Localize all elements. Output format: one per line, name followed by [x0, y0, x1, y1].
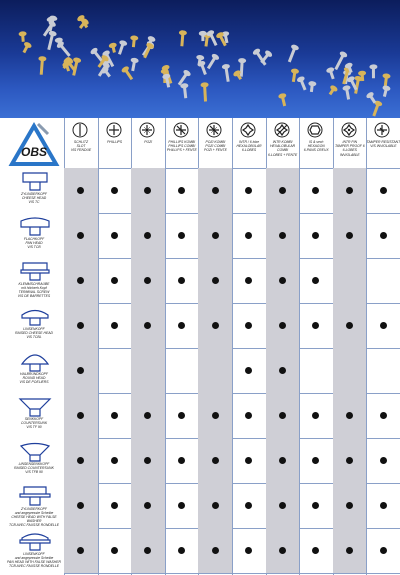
chart-cell — [131, 168, 165, 213]
chart-cell — [299, 483, 333, 528]
availability-dot — [312, 232, 319, 239]
chart-cell — [333, 303, 367, 348]
row-header — [4, 528, 64, 573]
availability-dot — [245, 547, 252, 554]
availability-dot — [279, 457, 286, 464]
chart-cell — [232, 348, 266, 393]
availability-dot — [144, 412, 151, 419]
availability-dot — [77, 547, 84, 554]
availability-dot — [279, 367, 286, 374]
screw-icon — [205, 53, 220, 71]
availability-dot — [346, 232, 353, 239]
row-header — [4, 438, 64, 483]
screw-icon — [178, 30, 187, 47]
availability-dot — [77, 187, 84, 194]
availability-dot — [144, 457, 151, 464]
row-header — [4, 483, 64, 528]
availability-dot — [312, 187, 319, 194]
chart-cell — [98, 213, 132, 258]
availability-dot — [111, 502, 118, 509]
availability-dot — [346, 457, 353, 464]
hexalobular-combi-icon — [274, 122, 290, 138]
hexalobular-icon — [240, 122, 256, 138]
chart-cell — [64, 438, 98, 483]
chart-cell — [64, 303, 98, 348]
availability-dot — [77, 412, 84, 419]
tamper-proof-icon — [341, 122, 357, 138]
availability-dot — [144, 547, 151, 554]
raised-cheese-head-icon — [18, 305, 52, 327]
column-header-tamper-resistant — [367, 120, 399, 168]
availability-dot — [312, 547, 319, 554]
pozi-combi-icon — [206, 122, 222, 138]
availability-dot — [312, 457, 319, 464]
row-label: LINSENKOPF und angepresste Scheibe PAN HEAD WITH FALSE WASHER TCB AVEC FAUSSE RONDELLE — [7, 552, 61, 569]
row-header — [4, 213, 64, 258]
cheese-head-washer-icon — [18, 485, 52, 507]
chart-cell — [165, 393, 199, 438]
row-label: FLACHKOPF PAN HEAD VIS TCB — [23, 237, 45, 250]
availability-dot — [212, 322, 219, 329]
availability-dot — [212, 232, 219, 239]
availability-dot — [111, 547, 118, 554]
chart-cell — [299, 438, 333, 483]
column-label: INTR / 6 lobe HEXALOBULAR 6-LOBES — [236, 140, 262, 153]
column-label: POZI — [144, 140, 153, 144]
availability-dot — [111, 322, 118, 329]
availability-dot — [111, 277, 118, 284]
availability-dot — [245, 367, 252, 374]
chart-cell — [165, 483, 199, 528]
screw-icon — [200, 82, 209, 102]
column-label: INTR PIN TAMPER PROOF 6 6-LOBES INVIOLABLE — [334, 140, 365, 157]
screw-icon — [296, 75, 309, 91]
screw-icon — [116, 39, 128, 55]
chart-cell — [232, 393, 266, 438]
chart-cell — [131, 348, 165, 393]
availability-dot — [77, 322, 84, 329]
availability-dot — [178, 457, 185, 464]
slot-icon — [72, 122, 88, 138]
chart-cell — [64, 393, 98, 438]
availability-dot — [380, 547, 387, 554]
chart-cell — [64, 258, 98, 303]
row-header — [4, 393, 64, 438]
chart-cell — [131, 213, 165, 258]
availability-dot — [144, 322, 151, 329]
screw-drive-chart — [0, 118, 400, 575]
availability-dot — [279, 277, 286, 284]
availability-dot — [346, 187, 353, 194]
chart-cell — [333, 393, 367, 438]
chart-cell — [165, 168, 199, 213]
availability-dot — [178, 232, 185, 239]
column-header-hexalobular — [233, 120, 265, 168]
product-photo-banner — [0, 0, 400, 118]
chart-cell — [266, 483, 300, 528]
chart-cell — [131, 483, 165, 528]
column-header-tamper-proof — [334, 120, 366, 168]
screw-icon — [180, 83, 190, 99]
chart-cell — [366, 213, 400, 258]
availability-dot — [312, 412, 319, 419]
chart-cell — [299, 168, 333, 213]
screw-icon — [327, 84, 339, 96]
chart-cell — [266, 438, 300, 483]
screw-icon — [342, 85, 352, 100]
chart-cell — [98, 393, 132, 438]
chart-cell — [299, 393, 333, 438]
row-header — [4, 303, 64, 348]
availability-dot — [245, 457, 252, 464]
availability-dot — [178, 277, 185, 284]
chart-cell — [232, 213, 266, 258]
chart-cell — [131, 393, 165, 438]
pan-head-washer-icon — [18, 530, 52, 552]
column-header-phillips — [99, 120, 131, 168]
availability-dot — [178, 547, 185, 554]
availability-dot — [380, 412, 387, 419]
row-label: KLEMMSCHRAUBE mit höckerh.Kopf TERMINAL SCREW VIS DE BARRETTES — [17, 282, 51, 299]
row-label: LINSENKOPF RAISED CHEESE HEAD VIS TCBL — [15, 327, 53, 340]
chart-cell — [198, 213, 232, 258]
column-header-hexalobular-combi — [267, 120, 299, 168]
availability-dot — [77, 457, 84, 464]
chart-cell — [366, 348, 400, 393]
chart-cell — [131, 303, 165, 348]
screw-icon — [278, 93, 289, 107]
availability-dot — [178, 412, 185, 419]
chart-cell — [366, 168, 400, 213]
chart-cell — [333, 258, 367, 303]
chart-cell — [266, 213, 300, 258]
availability-dot — [212, 502, 219, 509]
screw-icon — [222, 64, 233, 83]
chart-cell — [232, 438, 266, 483]
chart-cell — [299, 528, 333, 573]
chart-cell — [299, 303, 333, 348]
row-label: LINSENSENKKOPF RAISED COUNTERSUNK VIS TFB 90 — [14, 462, 54, 475]
screw-icon — [286, 44, 300, 64]
chart-cell — [98, 438, 132, 483]
chart-cell — [299, 213, 333, 258]
chart-cell — [333, 438, 367, 483]
availability-dot — [77, 502, 84, 509]
chart-cell — [98, 483, 132, 528]
row-label: HALBRUNDKOPF ROUND HEAD VIS DE POELIERS — [19, 372, 49, 385]
availability-dot — [312, 502, 319, 509]
chart-cell — [165, 258, 199, 303]
availability-dot — [312, 277, 319, 284]
screw-icon — [307, 81, 316, 93]
chart-cell — [131, 258, 165, 303]
availability-dot — [144, 187, 151, 194]
availability-dot — [212, 457, 219, 464]
row-header — [4, 168, 64, 213]
availability-dot — [144, 232, 151, 239]
availability-dot — [245, 412, 252, 419]
availability-dot — [144, 502, 151, 509]
availability-dot — [77, 277, 84, 284]
chart-cell — [198, 168, 232, 213]
chart-cell — [366, 258, 400, 303]
availability-dot — [178, 322, 185, 329]
availability-dot — [312, 322, 319, 329]
grid-hline — [64, 573, 400, 574]
availability-dot — [279, 187, 286, 194]
chart-cell — [165, 303, 199, 348]
cheese-head-icon — [18, 170, 52, 192]
availability-dot — [279, 547, 286, 554]
chart-cell — [232, 303, 266, 348]
chart-cell — [266, 348, 300, 393]
phillips-icon — [106, 122, 122, 138]
chart-cell — [165, 348, 199, 393]
chart-cell — [198, 393, 232, 438]
availability-dot — [380, 187, 387, 194]
chart-cell — [333, 213, 367, 258]
availability-dot — [380, 457, 387, 464]
availability-dot — [245, 502, 252, 509]
chart-cell — [98, 258, 132, 303]
availability-dot — [245, 277, 252, 284]
screw-icon — [129, 35, 138, 47]
row-label: ZYLINDERKOPF und angepresste Scheibe CHEESE HEAD WITH FALSE WASHER TCB AVEC FAUSSE RONDELLE — [8, 507, 60, 528]
chart-cell — [198, 258, 232, 303]
chart-cell — [165, 438, 199, 483]
chart-cell — [98, 303, 132, 348]
availability-dot — [245, 322, 252, 329]
availability-dot — [77, 367, 84, 374]
chart-cell — [366, 393, 400, 438]
availability-dot — [212, 187, 219, 194]
chart-cell — [165, 528, 199, 573]
screw-icon — [369, 64, 377, 78]
chart-cell — [232, 258, 266, 303]
availability-dot — [346, 322, 353, 329]
hexagon-icon — [307, 122, 323, 138]
screw-icon — [20, 41, 32, 54]
column-header-pozi — [132, 120, 164, 168]
chart-cell — [366, 438, 400, 483]
countersunk-icon — [18, 395, 52, 417]
column-header-pozi-combi — [199, 120, 231, 168]
availability-dot — [279, 502, 286, 509]
chart-cell — [333, 483, 367, 528]
row-header — [4, 348, 64, 393]
row-header — [4, 258, 64, 303]
chart-cell — [366, 303, 400, 348]
availability-dot — [178, 187, 185, 194]
chart-cell — [232, 168, 266, 213]
chart-cell — [266, 258, 300, 303]
tamper-resistant-icon — [374, 122, 390, 138]
pan-head-icon — [18, 215, 52, 237]
availability-dot — [77, 232, 84, 239]
column-label: SCHLITZ SLOT VIS FENDUE — [70, 140, 92, 153]
screw-icon — [380, 85, 390, 98]
availability-dot — [245, 187, 252, 194]
chart-cell — [64, 348, 98, 393]
availability-dot — [245, 232, 252, 239]
row-label: ZYLINDERKOPF CHEESE HEAD VIS TC — [21, 192, 47, 205]
column-label: PHILLIPS — [107, 140, 123, 144]
chart-cell — [198, 483, 232, 528]
availability-dot — [111, 232, 118, 239]
availability-dot — [212, 277, 219, 284]
chart-cell — [131, 438, 165, 483]
chart-cell — [98, 348, 132, 393]
chart-cell — [64, 483, 98, 528]
chart-cell — [198, 303, 232, 348]
availability-dot — [346, 547, 353, 554]
chart-cell — [266, 393, 300, 438]
availability-dot — [111, 187, 118, 194]
chart-cell — [333, 348, 367, 393]
column-label: IS & sech HEXAGON 6-PANS CREUX — [303, 140, 329, 153]
screw-icon — [37, 56, 46, 75]
screw-icon — [129, 57, 139, 71]
chart-cell — [198, 528, 232, 573]
chart-cell — [165, 213, 199, 258]
chart-cell — [266, 303, 300, 348]
screw-icon — [370, 100, 383, 118]
chart-cell — [198, 348, 232, 393]
brand-text: OBS — [20, 145, 48, 159]
chart-cell — [98, 168, 132, 213]
column-label: TAMPER RESISTANT VIS INVIOLABLE — [366, 140, 400, 149]
availability-dot — [346, 412, 353, 419]
chart-cell — [266, 168, 300, 213]
phillips-combi-icon — [173, 122, 189, 138]
availability-dot — [178, 502, 185, 509]
chart-cell — [198, 438, 232, 483]
row-label: SENKKOPF COUNTERSUNK VIS TF 90 — [20, 417, 48, 430]
column-header-phillips-combi — [166, 120, 198, 168]
availability-dot — [212, 547, 219, 554]
chart-cell — [299, 258, 333, 303]
column-label: POZI KOMBI POZI COMBI POZI + FENTE — [203, 140, 227, 153]
availability-dot — [144, 277, 151, 284]
availability-dot — [111, 457, 118, 464]
availability-dot — [279, 412, 286, 419]
screw-icon — [18, 31, 27, 42]
chart-cell — [64, 213, 98, 258]
chart-cell — [299, 348, 333, 393]
column-label: INTR KOMBI HEXALOBULAR COMBI 6-LOBES + FENTE — [267, 140, 298, 157]
chart-cell — [232, 483, 266, 528]
column-header-hexagon — [300, 120, 332, 168]
availability-dot — [380, 502, 387, 509]
chart-cell — [232, 528, 266, 573]
availability-dot — [346, 502, 353, 509]
chart-cell — [266, 528, 300, 573]
chart-cell — [333, 528, 367, 573]
raised-countersunk-icon — [18, 440, 52, 462]
chart-cell — [131, 528, 165, 573]
availability-dot — [212, 412, 219, 419]
chart-cell — [366, 483, 400, 528]
availability-dot — [279, 232, 286, 239]
terminal-screw-icon — [18, 260, 52, 282]
screw-icon — [108, 42, 118, 53]
column-label: PHILLIPS KOMBI PHILLIPS COMBI PHILLIPS + FENTE — [166, 140, 197, 153]
chart-cell — [366, 528, 400, 573]
chart-cell — [64, 528, 98, 573]
availability-dot — [111, 412, 118, 419]
pozi-icon — [139, 122, 155, 138]
availability-dot — [380, 322, 387, 329]
availability-dot — [279, 322, 286, 329]
round-head-icon — [18, 350, 52, 372]
chart-cell — [64, 168, 98, 213]
chart-cell — [333, 168, 367, 213]
chart-cell — [98, 528, 132, 573]
column-header-slot — [65, 120, 97, 168]
availability-dot — [380, 232, 387, 239]
obs-logo — [4, 120, 64, 168]
